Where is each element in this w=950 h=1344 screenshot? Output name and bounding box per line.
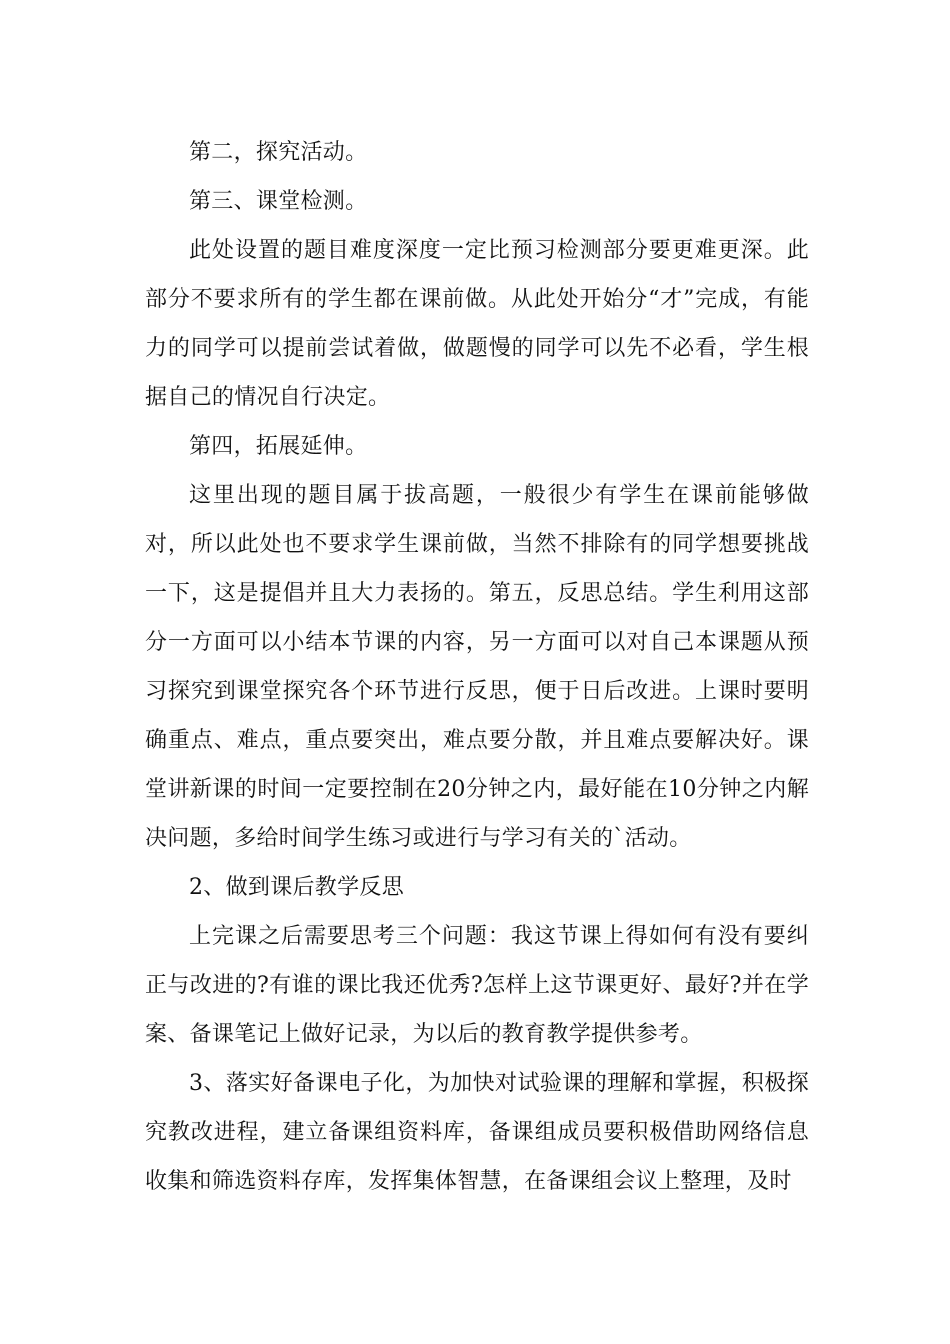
paragraph-extension-description: 这里出现的题目属于拔高题，一般很少有学生在课前能够做对，所以此处也不要求学生课前做，当然不排除有的同学想要挑战一下，这是提倡并且大力表扬的。第五，反思总结。学生利用这部分一方面可以小结本节课的内容，另一方面可以对自己本课题从预习探究到课堂探究各个环节进行反思，便于日后改进。上课时要明确重点、难点，重点要突出，难点要分散，并且难点要解决好。课堂讲新课的时间一定要控制在20分钟之内，最好能在10分钟之内解决问题，多给时间学生练习或进行与学习有关的`活动。 — [145, 483, 809, 851]
paragraph-class-test: 第三、课堂检测。 — [189, 189, 368, 214]
paragraph-reflection-description: 上完课之后需要思考三个问题：我这节课上得如何有没有要纠正与改进的?有谁的课比我还优秀?怎样上这节课更好、最好?并在学案、备课笔记上做好记录，为以后的教育教学提供参考。 — [145, 924, 809, 1047]
paragraph-electronic-prep: 3、落实好备课电子化，为加快对试验课的理解和掌握，积极探究教改进程，建立备课组资料库，备课组成员要积极借助网络信息收集和筛选资料存库，发挥集体智慧，在备课组会议上整理，及时 — [145, 1071, 809, 1194]
paragraph-reflection-heading: 2、做到课后教学反思 — [189, 875, 404, 900]
paragraph-extension: 第四，拓展延伸。 — [189, 434, 368, 459]
paragraph-test-description: 此处设置的题目难度深度一定比预习检测部分要更难更深。此部分不要求所有的学生都在课前做。从此处开始分“才”完成，有能力的同学可以提前尝试着做，做题慢的同学可以先不必看，学生根据自己的情况自行决定。 — [145, 238, 809, 410]
document-page — [145, 128, 809, 1206]
paragraph-exploration: 第二，探究活动。 — [189, 140, 368, 165]
